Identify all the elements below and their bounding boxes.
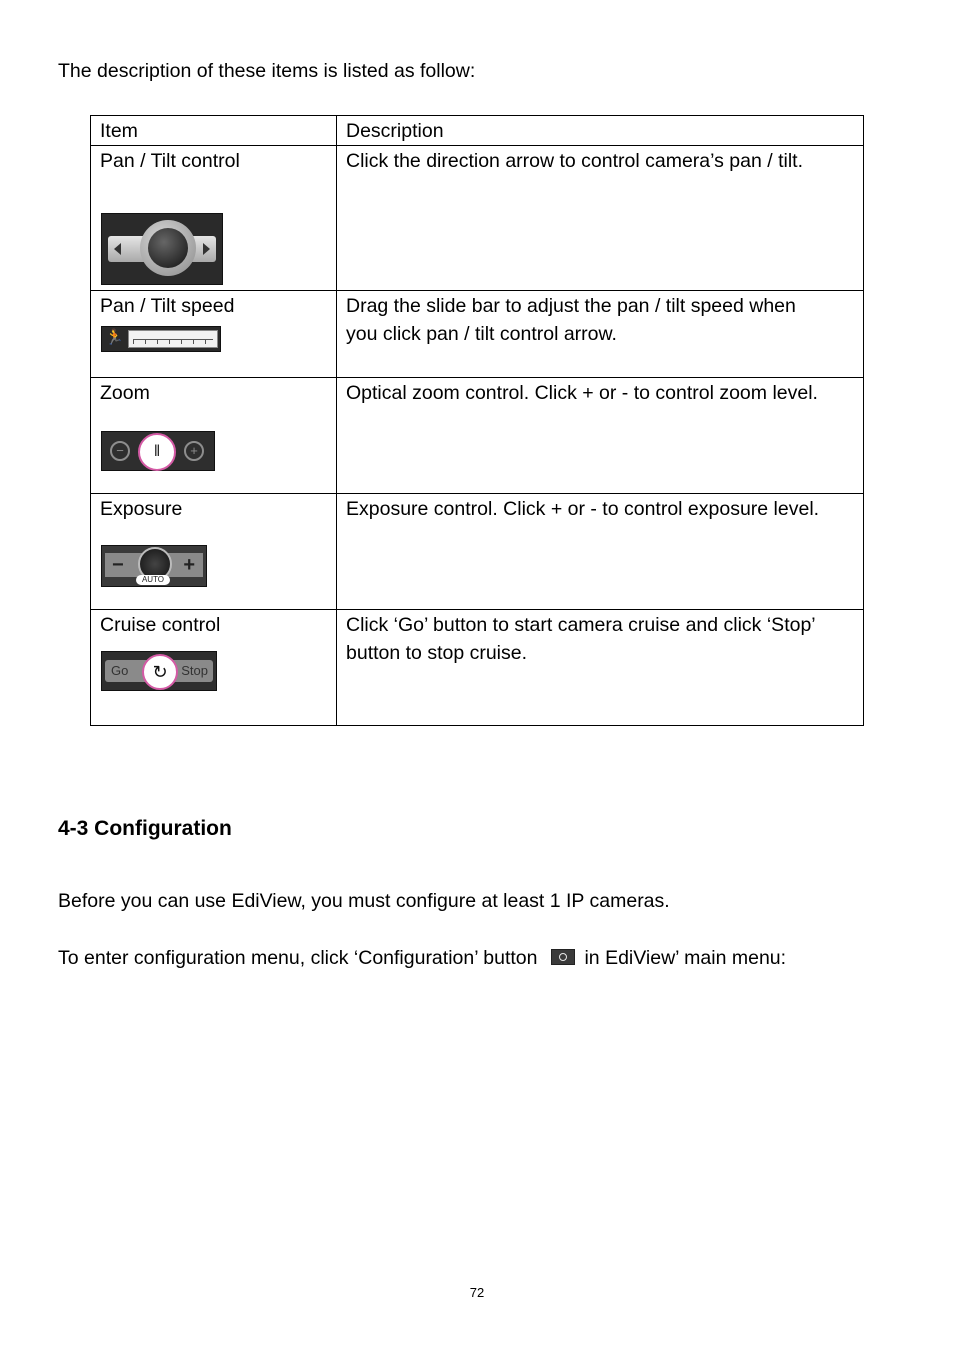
table-row [91, 378, 864, 494]
items-table [90, 115, 864, 726]
zoom-in-icon: + [184, 441, 204, 461]
table-row [91, 146, 864, 291]
table-row [91, 494, 864, 610]
cruise-control-icon [101, 651, 217, 691]
slider-track [128, 330, 218, 348]
paragraph: To enter configuration menu, click ‘Configuration’ button in EdiView’ main menu: [58, 947, 787, 969]
table-row [91, 291, 864, 378]
configuration-gear-icon [551, 949, 575, 965]
item-cell [91, 146, 337, 291]
item-cell [91, 378, 337, 494]
table-header-row [91, 116, 864, 146]
speed-slider-icon [101, 326, 221, 352]
item-cell [91, 494, 337, 610]
minus-icon: − [112, 554, 124, 576]
page-number: 72 [469, 1285, 485, 1300]
plus-icon: + [183, 554, 195, 576]
item-label: Cruise control [100, 614, 221, 636]
auto-label: AUTO [136, 575, 170, 585]
description-cell: Exposure control. Click + or - to control exposure level. [337, 494, 864, 610]
header-description: Description [337, 116, 864, 146]
zoom-center-icon: ǁ [138, 433, 176, 471]
item-cell [91, 291, 337, 378]
exposure-control-icon [101, 545, 207, 587]
description-cell: Drag the slide bar to adjust the pan / tilt speed when you click pan / tilt control arrow. [337, 291, 864, 378]
go-label: Go [111, 663, 129, 678]
intro-text: The description of these items is listed as follow: [58, 60, 476, 82]
item-label: Exposure [100, 498, 183, 520]
cruise-cycle-icon: ↻ [142, 654, 178, 690]
zoom-out-icon: − [110, 441, 130, 461]
item-label: Pan / Tilt control [100, 150, 240, 172]
runner-icon: 🏃 [105, 329, 124, 346]
description-cell: Click ‘Go’ button to start camera cruise and click ‘Stop’ button to stop cruise. [337, 610, 864, 726]
pan-tilt-control-icon [101, 213, 223, 285]
paragraph: Before you can use EdiView, you must configure at least 1 IP cameras. [58, 890, 670, 912]
joystick-knob-icon [148, 228, 188, 268]
table-row [91, 610, 864, 726]
arrow-left-icon [114, 243, 121, 255]
item-label: Zoom [100, 382, 150, 404]
section-heading: 4-3 Configuration [58, 817, 232, 840]
header-item: Item [91, 116, 337, 146]
stop-label: Stop [181, 663, 208, 678]
item-label: Pan / Tilt speed [100, 295, 235, 317]
arrow-right-icon [203, 243, 210, 255]
zoom-control-icon [101, 431, 215, 471]
description-cell: Optical zoom control. Click + or - to control zoom level. [337, 378, 864, 494]
item-cell [91, 610, 337, 726]
description-cell: Click the direction arrow to control camera’s pan / tilt. [337, 146, 864, 291]
